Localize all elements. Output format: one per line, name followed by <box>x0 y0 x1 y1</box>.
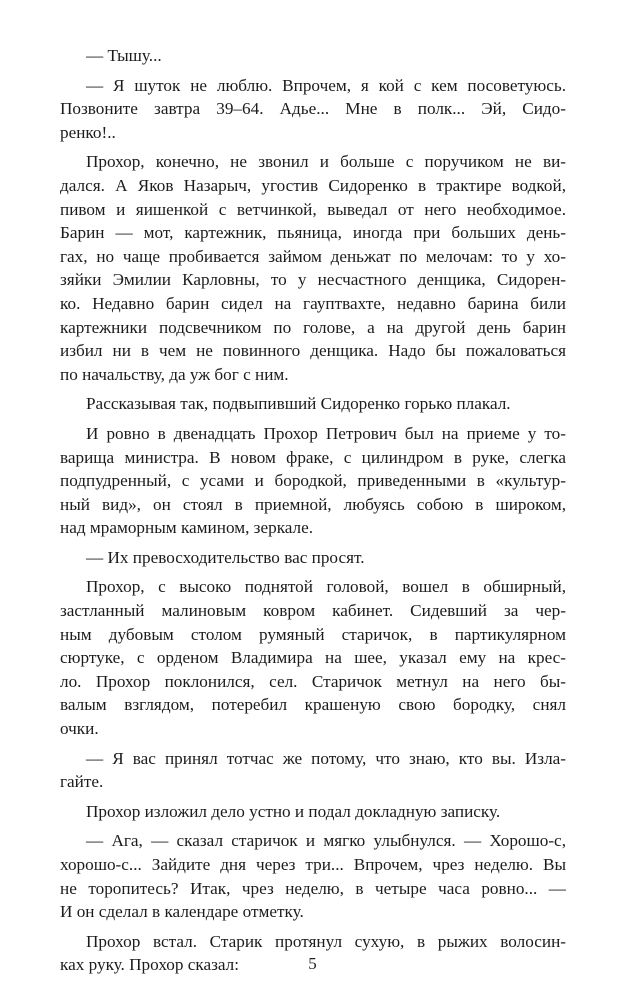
paragraph <box>60 800 566 824</box>
text-line: не торопитесь? Итак, чрез неделю, в четыре часа ровно... — <box>60 878 566 898</box>
page-number: 5 <box>308 954 317 973</box>
text-line: — Ага, — сказал старичок и мягко улыбнулся. — Хорошо-с, <box>86 831 566 851</box>
text-line: зяйки Эмилии Карловны, то у несчастного денщика, Сидорен- <box>60 270 566 290</box>
text-line: Прохор встал. Старик протянул сухую, в рыжих волосин- <box>86 931 566 951</box>
paragraph <box>60 392 566 416</box>
text-line: ный вид», он стоял в приемной, любуясь собою в широком, <box>60 494 566 514</box>
text-line: подпудренный, с усами и бородкой, приведенными в «культур- <box>60 471 566 491</box>
text-line: над мраморным камином, зеркале. <box>60 518 314 538</box>
text-line: Прохор, с высоко поднятой головой, вошел в обширный, <box>86 577 566 597</box>
text-line: Позвоните завтра 39–64. Адье... Мне в полк... Эй, Сидо- <box>60 99 566 119</box>
text-line: гайте. <box>60 772 104 792</box>
text-line: очки. <box>60 719 99 739</box>
text-line: Прохор, конечно, не звонил и больше с поручиком не ви- <box>86 152 566 172</box>
text-line: по начальству, да уж бог с ним. <box>60 364 289 384</box>
paragraph <box>60 575 566 740</box>
paragraph <box>60 747 566 794</box>
text-line: Прохор изложил дело устно и подал докладную записку. <box>86 801 501 821</box>
paragraph <box>60 44 566 68</box>
text-line: — Их превосходительство вас просят. <box>86 547 365 567</box>
paragraph <box>60 829 566 923</box>
text-line: застланный малиновым ковром кабинет. Сидевший за чер- <box>60 601 566 621</box>
text-line: валым взглядом, потеребил крашеную свою бородку, снял <box>60 695 566 715</box>
text-line: — Тышу... <box>86 46 162 65</box>
text-line: варища министра. В новом фраке, с цилиндром в руке, слегка <box>60 447 566 467</box>
text-line: гах, но чаще пробивается займом деньжат по мелочам: то у хо- <box>60 246 566 266</box>
text-line: И он сделал в календаре отметку. <box>60 902 304 922</box>
text-line: — Я вас принял тотчас же потому, что знаю, кто вы. Изла- <box>86 748 566 768</box>
text-line: пивом и яишенкой с ветчинкой, выведал от него необходимое. <box>60 199 566 219</box>
text-line: И ровно в двенадцать Прохор Петрович был на приеме у то- <box>86 423 566 443</box>
text-line: дался. А Яков Назарыч, угостив Сидоренко в трактире водкой, <box>60 175 566 195</box>
text-line: Рассказывая так, подвыпивший Сидоренко горько плакал. <box>86 394 511 414</box>
text-line: — Я шуток не люблю. Впрочем, я кой с кем посоветуюсь. <box>86 75 566 95</box>
text-line: ным дубовым столом румяный старичок, в партикулярном <box>60 624 566 644</box>
paragraph <box>60 546 566 570</box>
text-line: ках руку. Прохор сказал: <box>60 955 240 975</box>
paragraph <box>60 74 566 145</box>
paragraph <box>60 150 566 386</box>
text-line: ренко!.. <box>60 122 116 142</box>
text-line: ко. Недавно барин сидел на гауптвахте, недавно барина били <box>60 293 566 313</box>
text-line: сюртуке, с орденом Владимира на шее, указал ему на крес- <box>60 648 566 668</box>
text-line: Барин — мот, картежник, пьяница, иногда при больших день- <box>60 223 566 243</box>
text-line: картежники подсвечником по голове, а на другой день барин <box>60 317 566 337</box>
paragraph <box>60 422 566 540</box>
text-line: ло. Прохор поклонился, сел. Старичок метнул на него бы- <box>60 671 566 691</box>
page-body <box>60 44 566 983</box>
text-line: хорошо-с... Зайдите дня через три... Впрочем, чрез неделю. Вы <box>60 855 566 874</box>
text-line: избил ни в чем не повинного денщика. Надо бы пожаловаться <box>60 341 566 361</box>
